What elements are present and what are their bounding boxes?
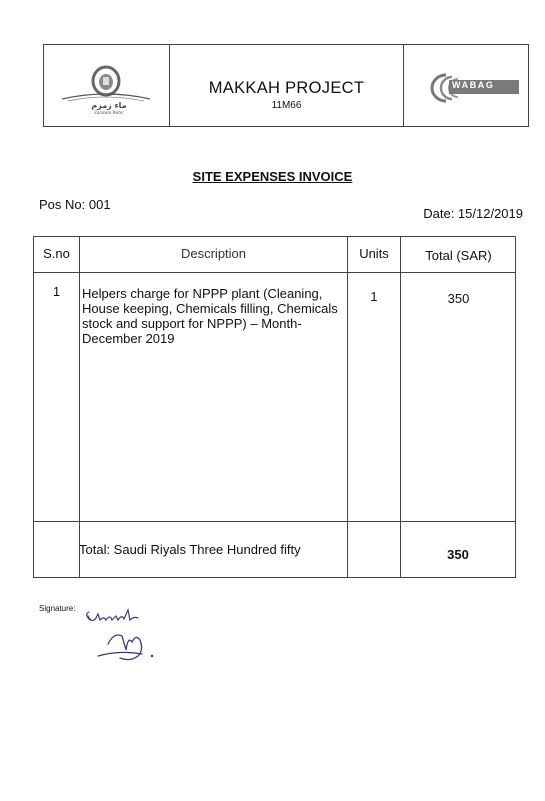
signature-label: Signature: — [39, 604, 76, 613]
column-divider — [79, 237, 80, 577]
invoice-table — [33, 236, 516, 578]
header-sno: S.no — [43, 246, 70, 261]
invoice-date: Date: 15/12/2019 — [423, 206, 523, 221]
header-units: Units — [359, 246, 389, 261]
row-sno: 1 — [52, 284, 61, 299]
wabag-logo-cell — [404, 45, 528, 126]
column-divider — [347, 237, 348, 577]
row-units: 1 — [370, 289, 378, 304]
row-divider — [34, 272, 515, 273]
header-table — [43, 44, 529, 127]
total-label: Total: Saudi Riyals Three Hundred fifty — [79, 542, 301, 557]
project-title: MAKKAH PROJECT — [208, 79, 365, 97]
row-description: Helpers charge for NPPP plant (Cleaning, House keeping, Chemicals filling, Chemicals stock and support for NPPP) – Month- December 2019 — [82, 286, 338, 346]
zamzam-english-name: Zamzam Water — [94, 111, 124, 116]
header-description: Description — [180, 246, 247, 261]
row-divider — [34, 521, 515, 522]
zamzam-logo-cell — [44, 45, 170, 126]
wabag-logo-text: WABAG — [452, 80, 495, 90]
zamzam-arabic-name: ماء زمزم — [91, 101, 127, 110]
zamzam-logo — [54, 59, 158, 119]
header-total: Total (SAR) — [425, 248, 492, 263]
pos-number: Pos No: 001 — [39, 197, 111, 212]
row-total: 350 — [447, 291, 470, 306]
project-title-cell — [170, 45, 404, 126]
column-divider — [400, 237, 401, 577]
invoice-title: SITE EXPENSES INVOICE — [192, 169, 353, 184]
project-code: 11M66 — [271, 100, 302, 111]
total-value: 350 — [447, 547, 469, 562]
wabag-logo — [416, 71, 522, 105]
handwritten-signature — [80, 606, 180, 666]
